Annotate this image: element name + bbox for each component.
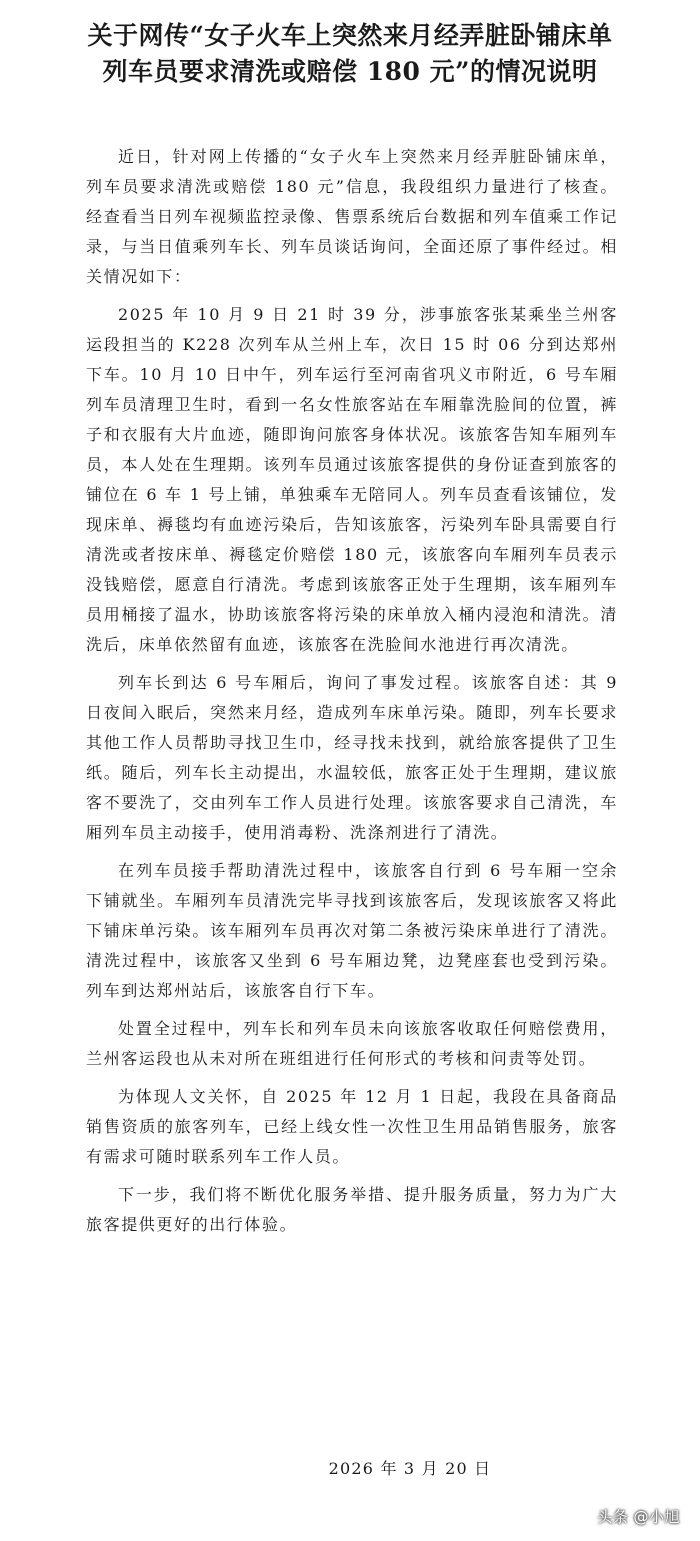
paragraph: 近日，针对网上传播的“女子火车上突然来月经弄脏卧铺床单，列车员要求清洗或赔偿 180 元”信息，我段组织力量进行了核查。经查看当日列车视频监控录像、售票系统后台数据和列车值乘工作记录，与当日值乘列车长、列车员谈话询问，全面还原了事件经过。相关情况如下： xyxy=(86,147,618,286)
document-date: 2026 年 3 月 20 日 xyxy=(328,1459,492,1478)
document-title xyxy=(40,18,660,90)
title-line-1: 关于网传“女子火车上突然来月经弄脏卧铺床单 xyxy=(87,21,613,50)
document-body xyxy=(0,142,700,1240)
paragraph: 下一步，我们将不断优化服务举措、提升服务质量，努力为广大旅客提供更好的出行体验。 xyxy=(86,1185,618,1234)
watermark: 头条 @小旭 xyxy=(597,1508,680,1526)
paragraph: 列车长到达 6 号车厢后，询问了事发过程。该旅客自述：其 9 日夜间入眠后，突然来月经，造成列车床单污染。随即，列车长要求其他工作人员帮助寻找卫生巾，经寻找未找到，就给旅客提供了卫生纸。随后，列车长主动提出，水温较低，旅客正处于生理期，建议旅客不要洗了，交由列车工作人员进行处理。该旅客要求自己清洗，车厢列车员主动接手，使用消毒粉、洗涤剂进行了清洗。 xyxy=(86,673,618,842)
paragraph: 为体现人文关怀，自 2025 年 12 月 1 日起，我段在具备商品销售资质的旅客列车，已经上线女性一次性卫生用品销售服务，旅客有需求可随时联系列车工作人员。 xyxy=(86,1087,618,1166)
title-line-2: 列车员要求清洗或赔偿 180 元”的情况说明 xyxy=(102,57,598,86)
paragraph: 2025 年 10 月 9 日 21 时 39 分，涉事旅客张某乘坐兰州客运段担当的 K228 次列车从兰州上车，次日 15 时 06 分到达郑州下车。10 月 10 日中午，列车运行至河南省巩义市附近，6 号车厢列车员清理卫生时，看到一名女性旅客站在车厢靠洗脸间的位置，裤子和衣服有大片血迹，随即询问旅客身体状况。该旅客告知车厢列车员，本人处在生理期。该列车员通过该旅客提供的身份证查到旅客的铺位在 6 车 1 号上铺，单独乘车无陪同人。列车员查看该铺位，发现床单、褥毯均有血迹污染后，告知该旅客，污染列车卧具需要自行清洗或者按床单、褥毯定价赔偿 180 元，该旅客向车厢列车员表示没钱赔偿，愿意自行清洗。考虑到该旅客正处于生理期，该车厢列车员用桶接了温水，协助该旅客将污染的床单放入桶内浸泡和清洗。清洗后，床单依然留有血迹，该旅客在洗脸间水池进行再次清洗。 xyxy=(86,305,618,654)
paragraph: 在列车员接手帮助清洗过程中，该旅客自行到 6 号车厢一空余下铺就坐。车厢列车员清洗完毕寻找到该旅客后，发现该旅客又将此下铺床单污染。该车厢列车员再次对第二条被污染床单进行了清洗。清洗过程中，该旅客又坐到 6 号车厢边凳，边凳座套也受到污染。列车到达郑州站后，该旅客自行下车。 xyxy=(86,861,618,1000)
paragraph: 处置全过程中，列车长和列车员未向该旅客收取任何赔偿费用，兰州客运段也从未对所在班组进行任何形式的考核和问责等处罚。 xyxy=(86,1019,618,1068)
